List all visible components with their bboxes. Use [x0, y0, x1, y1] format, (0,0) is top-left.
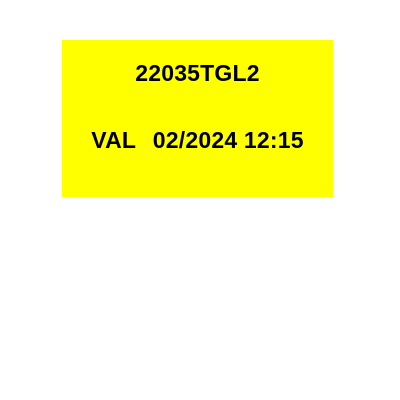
validity-line [62, 127, 333, 154]
validity-prefix: VAL [91, 127, 137, 153]
validity-date: 02/2024 [152, 127, 238, 153]
validity-time: 12:15 [243, 127, 304, 153]
yellow-label [62, 40, 333, 197]
label-code: 22035TGL2 [135, 60, 260, 86]
